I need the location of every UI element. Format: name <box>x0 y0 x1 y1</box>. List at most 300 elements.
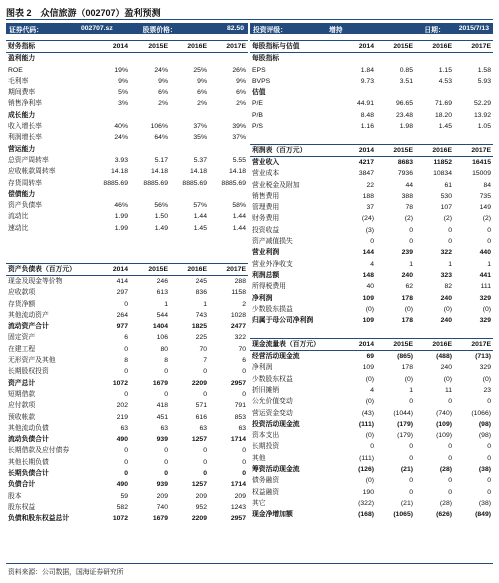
row-value: 0 <box>124 458 128 466</box>
right-table-row <box>250 180 493 191</box>
right-financial-table <box>250 40 493 520</box>
row-value: 1.45 <box>193 224 207 232</box>
left-table-row <box>6 400 248 411</box>
row-value: 0 <box>409 477 413 485</box>
row-label: 总资产周转率 <box>8 156 49 164</box>
row-label: 其它 <box>252 499 266 507</box>
row-value: 1.45 <box>438 123 452 131</box>
row-value: 0 <box>124 447 128 455</box>
row-value: 0 <box>124 469 128 477</box>
row-value: (168) <box>358 511 374 519</box>
row-value: 26% <box>232 66 246 74</box>
left-table-row <box>6 332 248 343</box>
row-value: 37 <box>366 204 374 212</box>
row-value: 106 <box>156 334 168 342</box>
row-value: 1158 <box>231 289 246 297</box>
row-value <box>336 87 376 98</box>
row-value: (0) <box>443 305 452 313</box>
row-value: 11852 <box>433 158 452 166</box>
row-value: 14.18 <box>110 168 128 176</box>
row-value: 1679 <box>152 515 168 523</box>
row-value: 0 <box>409 488 413 496</box>
row-value: 240 <box>440 364 452 372</box>
left-table-row <box>6 491 248 502</box>
row-value: 4 <box>370 386 374 394</box>
row-value: 1825 <box>191 323 207 331</box>
row-value: 19% <box>114 66 128 74</box>
right-table-row <box>250 475 493 486</box>
row-value: 144 <box>362 249 374 257</box>
right-table-row <box>250 281 493 292</box>
row-value: (0) <box>443 375 452 383</box>
row-label: 债务融资 <box>252 477 280 485</box>
row-value: 111 <box>480 283 491 291</box>
row-value: 1714 <box>230 436 246 444</box>
row-value: 0 <box>409 454 413 462</box>
row-value: 109 <box>362 317 374 325</box>
left-table-row <box>6 53 248 65</box>
row-value: 70 <box>199 345 207 353</box>
row-value: 11 <box>444 386 452 394</box>
row-value: 14.18 <box>189 168 207 176</box>
row-label: 归属于母公司净利润 <box>252 317 314 325</box>
row-label: 股本 <box>8 492 22 500</box>
row-value: 740 <box>156 503 168 511</box>
left-section-header-row <box>6 41 248 53</box>
row-value: (21) <box>400 499 413 507</box>
row-label: 其他长期负债 <box>8 458 49 466</box>
row-value: 2014 <box>336 41 376 53</box>
row-value: 2 <box>242 300 246 308</box>
row-value: 5% <box>118 89 128 97</box>
row-value <box>415 53 454 65</box>
row-value: (0) <box>365 477 374 485</box>
right-table-row <box>250 110 493 121</box>
row-value: 7 <box>203 357 207 365</box>
row-label: 营业外净收支 <box>252 260 293 268</box>
row-value: 264 <box>116 311 128 319</box>
row-value: 323 <box>440 271 452 279</box>
left-table-row <box>6 245 248 256</box>
row-value: 2017E <box>454 144 493 156</box>
row-label: 固定资产 <box>8 334 36 342</box>
row-value: 440 <box>479 249 491 257</box>
row-value: 209 <box>234 492 246 500</box>
row-value <box>170 234 209 245</box>
row-value <box>454 53 493 65</box>
row-value: 178 <box>401 317 413 325</box>
row-label: 少数股东权益 <box>252 375 293 383</box>
row-value <box>209 189 248 200</box>
left-table-row <box>6 321 248 332</box>
row-value: (2) <box>404 215 413 223</box>
row-value: 149 <box>479 204 491 212</box>
row-value: 0 <box>203 458 207 466</box>
row-value: 2477 <box>230 323 246 331</box>
row-label: 营运能力 <box>8 145 36 153</box>
right-table-row <box>250 53 493 65</box>
row-value: 0 <box>448 443 452 451</box>
row-label: 成长能力 <box>8 111 36 119</box>
row-value: 46% <box>114 202 128 210</box>
left-financial-table <box>6 40 248 524</box>
row-value <box>336 132 376 144</box>
row-value: 2015E <box>130 41 170 53</box>
row-label: 资本支出 <box>252 432 280 440</box>
row-value: 322 <box>234 334 246 342</box>
row-value: 2957 <box>230 515 246 523</box>
row-value <box>209 110 248 121</box>
row-value: 16415 <box>472 158 491 166</box>
left-table-row <box>6 366 248 377</box>
left-table-row <box>6 378 248 389</box>
row-value: 44 <box>405 181 413 189</box>
left-section-header-row <box>6 263 248 275</box>
row-value: 329 <box>479 364 491 372</box>
row-value: 178 <box>401 294 413 302</box>
row-value <box>130 245 170 256</box>
row-label: 存货净额 <box>8 300 36 308</box>
bottom-rule <box>6 563 493 564</box>
rating-label: 投资评级： <box>253 26 287 34</box>
row-label: 估值 <box>252 89 266 97</box>
row-value: 6% <box>197 89 207 97</box>
header-bar-right <box>250 23 493 34</box>
row-value: 9% <box>118 77 128 85</box>
row-label: 无形资产及其他 <box>8 357 56 365</box>
row-label: 在建工程 <box>8 345 36 353</box>
row-value: 1.05 <box>477 123 491 131</box>
row-label: 负债和股东权益总计 <box>8 515 70 523</box>
row-value: 8885.69 <box>221 179 246 187</box>
left-table-row <box>6 166 248 177</box>
row-value: 952 <box>195 503 207 511</box>
row-label: BVPS <box>252 77 271 85</box>
row-value: 64% <box>154 134 168 142</box>
row-label: 长期负债合计 <box>8 469 49 477</box>
row-label: 其他流动资产 <box>8 311 49 319</box>
date-label: 日期： <box>424 26 445 34</box>
row-value: 939 <box>156 436 168 444</box>
row-value: 1257 <box>191 436 207 444</box>
left-table-row <box>6 87 248 98</box>
row-value <box>209 245 248 256</box>
row-value: 4.53 <box>438 77 452 85</box>
row-value: 202 <box>116 402 128 410</box>
right-table-row <box>250 487 493 498</box>
row-value: 0 <box>487 488 491 496</box>
row-value: 1257 <box>191 481 207 489</box>
row-value: 109 <box>362 364 374 372</box>
row-label: 投资活动现金流 <box>252 420 300 428</box>
row-value: 1 <box>448 260 452 268</box>
row-value: 2209 <box>191 379 207 387</box>
row-value: (109) <box>436 420 452 428</box>
row-value: 0 <box>203 469 207 477</box>
right-table-row <box>250 385 493 396</box>
row-value: 15009 <box>472 170 491 178</box>
row-value: (626) <box>436 511 452 519</box>
row-label: 毛利率 <box>8 77 29 85</box>
row-value: 1714 <box>230 481 246 489</box>
row-value: 0 <box>164 390 168 398</box>
code-value: 002707.sz <box>80 25 113 32</box>
row-value: 0 <box>203 447 207 455</box>
row-value: 106% <box>150 123 168 131</box>
row-value: 2017E <box>209 41 248 53</box>
row-value <box>90 245 130 256</box>
left-table-row <box>6 445 248 456</box>
row-value <box>376 326 415 338</box>
rating-value: 增持 <box>328 26 343 34</box>
row-value: 240 <box>440 317 452 325</box>
right-table-row <box>250 156 493 168</box>
row-value: 414 <box>116 277 128 285</box>
row-value: (0) <box>404 375 413 383</box>
row-value: (0) <box>365 432 374 440</box>
row-value <box>376 87 415 98</box>
left-table-row <box>6 513 248 524</box>
row-value: 59 <box>120 492 128 500</box>
right-table-row <box>250 121 493 132</box>
row-value: 1 <box>409 386 413 394</box>
row-value: (0) <box>365 398 374 406</box>
right-table-row <box>250 374 493 385</box>
row-label: 营业税金及附加 <box>252 181 300 189</box>
row-value: 853 <box>234 413 246 421</box>
row-value: 613 <box>156 289 168 297</box>
row-value: 288 <box>234 277 246 285</box>
row-value: 2014 <box>336 338 376 350</box>
row-label: 应收款项 <box>8 289 36 297</box>
row-value: 37% <box>232 134 246 142</box>
row-label: 股东权益 <box>8 503 36 511</box>
row-value: 62 <box>405 283 413 291</box>
row-value: 39% <box>232 123 246 131</box>
right-table-row <box>250 315 493 326</box>
row-value: 9% <box>158 77 168 85</box>
row-value: 0 <box>370 443 374 451</box>
row-value: 58% <box>232 202 246 210</box>
row-value: 0 <box>448 477 452 485</box>
right-table-row <box>250 408 493 419</box>
top-rule <box>6 19 493 20</box>
row-label: 应收帐款周转率 <box>8 168 56 176</box>
row-value: 9.73 <box>360 77 374 85</box>
right-table-row <box>250 419 493 430</box>
row-value: 0 <box>487 238 491 246</box>
row-value: 791 <box>234 402 246 410</box>
row-value: 1.99 <box>114 224 128 232</box>
row-value: 1.16 <box>360 123 374 131</box>
row-value: 13.92 <box>473 111 491 119</box>
row-value: 239 <box>401 249 413 257</box>
row-value: (865) <box>397 353 413 361</box>
row-value: 0 <box>164 447 168 455</box>
row-value <box>170 245 209 256</box>
row-value: 24% <box>154 66 168 74</box>
row-label: 利润增长率 <box>8 134 42 142</box>
row-value: (2) <box>443 215 452 223</box>
row-value: 5.55 <box>232 156 246 164</box>
left-table-row <box>6 178 248 189</box>
right-table-row <box>250 326 493 338</box>
row-value: 8885.69 <box>143 179 168 187</box>
right-section-header-row <box>250 338 493 350</box>
row-value: 8683 <box>397 158 413 166</box>
row-value: (111) <box>358 420 374 428</box>
row-value: 40 <box>366 283 374 291</box>
row-label: 速动比 <box>8 224 29 232</box>
row-label: 销售费用 <box>252 192 280 200</box>
row-value: 219 <box>116 413 128 421</box>
row-label: 营业成本 <box>252 170 280 178</box>
row-value: 1.49 <box>154 224 168 232</box>
row-label: 投资收益 <box>252 226 280 234</box>
row-label <box>6 234 90 245</box>
date-value: 2015/7/13 <box>458 25 489 32</box>
row-value <box>90 189 130 200</box>
row-label: 现金净增加额 <box>252 511 293 519</box>
row-value: 1 <box>487 260 491 268</box>
row-value: 0 <box>448 238 452 246</box>
left-table-row <box>6 110 248 121</box>
row-value: 7936 <box>397 170 413 178</box>
row-value: 0 <box>487 226 491 234</box>
left-table-row <box>6 155 248 166</box>
row-value: (1044) <box>393 409 413 417</box>
row-value: 0 <box>203 368 207 376</box>
row-label: 负债合计 <box>8 481 36 489</box>
row-value: (24) <box>361 215 374 223</box>
row-label: 销售净利率 <box>8 100 42 108</box>
row-value: (111) <box>359 454 374 462</box>
right-table-row <box>250 351 493 363</box>
row-value: 329 <box>479 294 491 302</box>
row-value: 2% <box>197 100 207 108</box>
row-label: 期间费率 <box>8 89 36 97</box>
row-value: 80 <box>160 345 168 353</box>
row-value: 2016E <box>170 263 209 275</box>
left-table-row <box>6 189 248 200</box>
row-value: 2957 <box>230 379 246 387</box>
row-value <box>90 234 130 245</box>
row-value: 0 <box>124 300 128 308</box>
row-value: 1 <box>203 300 207 308</box>
row-value: 0 <box>164 458 168 466</box>
row-value: 1.44 <box>232 213 246 221</box>
row-value: 0 <box>124 368 128 376</box>
row-label: 现金及现金等价物 <box>8 277 63 285</box>
row-value: 0 <box>242 390 246 398</box>
row-value: 0 <box>448 398 452 406</box>
left-table-row <box>6 479 248 490</box>
row-value: 190 <box>362 488 374 496</box>
row-label: P/B <box>252 111 263 119</box>
row-label: 筹资活动现金流 <box>252 465 300 473</box>
row-value: 82 <box>444 283 452 291</box>
row-value: 1.99 <box>114 213 128 221</box>
row-value: 2014 <box>336 144 376 156</box>
left-table-row <box>6 132 248 143</box>
row-value: 69 <box>366 353 374 361</box>
row-value <box>90 53 130 65</box>
row-label: 现金流量表（百万元） <box>250 338 336 350</box>
left-table-row <box>6 65 248 76</box>
row-value: 388 <box>401 192 413 200</box>
row-value: (849) <box>475 511 491 519</box>
row-value: 1.44 <box>232 224 246 232</box>
right-table-row <box>250 65 493 76</box>
row-value <box>170 110 209 121</box>
row-value: (0) <box>482 305 491 313</box>
row-value: 1.84 <box>360 66 374 74</box>
row-value: 322 <box>440 249 452 257</box>
row-label: 净利润 <box>252 364 273 372</box>
left-table-row <box>6 275 248 287</box>
row-value: 2017E <box>209 263 248 275</box>
row-value: 2015E <box>376 41 415 53</box>
row-label: 营业利润 <box>252 249 280 257</box>
row-value: (98) <box>478 420 491 428</box>
row-value: 0 <box>487 398 491 406</box>
right-table-row <box>250 132 493 144</box>
row-value: 1.58 <box>477 66 491 74</box>
row-value: 8885.69 <box>182 179 207 187</box>
right-table-row <box>250 304 493 315</box>
row-value: 4 <box>370 260 374 268</box>
row-value: 5.17 <box>154 156 168 164</box>
row-value: (126) <box>358 465 374 473</box>
row-value: 6% <box>236 89 246 97</box>
source-note: 资料来源：公司数据，国海证券研究所 <box>8 569 124 576</box>
row-label: 经营活动现金流 <box>252 353 300 361</box>
row-label: 长期借款及应付债券 <box>8 447 70 455</box>
row-value: (1066) <box>471 409 491 417</box>
left-table-row <box>6 211 248 222</box>
row-value: 2209 <box>191 515 207 523</box>
row-value: 582 <box>116 503 128 511</box>
row-value: 225 <box>195 334 207 342</box>
right-section-header-row <box>250 144 493 156</box>
right-table-row <box>250 430 493 441</box>
row-value: 84 <box>483 181 491 189</box>
row-value: 418 <box>156 402 168 410</box>
row-value: 939 <box>156 481 168 489</box>
row-label: 应付款项 <box>8 402 36 410</box>
row-label: EPS <box>252 66 266 74</box>
row-value: 3% <box>118 100 128 108</box>
row-value: 8 <box>124 357 128 365</box>
row-value: 490 <box>116 436 128 444</box>
row-value <box>209 53 248 65</box>
right-table-row <box>250 441 493 452</box>
row-value: 0.85 <box>399 66 413 74</box>
row-value <box>415 326 454 338</box>
row-value: (179) <box>397 420 413 428</box>
row-value: 1 <box>409 260 413 268</box>
row-value: 63 <box>160 424 168 432</box>
row-value: (0) <box>482 375 491 383</box>
right-table-row <box>250 464 493 475</box>
row-value: (109) <box>436 432 452 440</box>
row-value <box>454 326 493 338</box>
row-value <box>170 144 209 155</box>
row-label: 财务指标 <box>6 41 90 53</box>
row-label: 管理费用 <box>252 204 280 212</box>
row-value: (28) <box>439 465 452 473</box>
row-value: 25% <box>193 66 207 74</box>
